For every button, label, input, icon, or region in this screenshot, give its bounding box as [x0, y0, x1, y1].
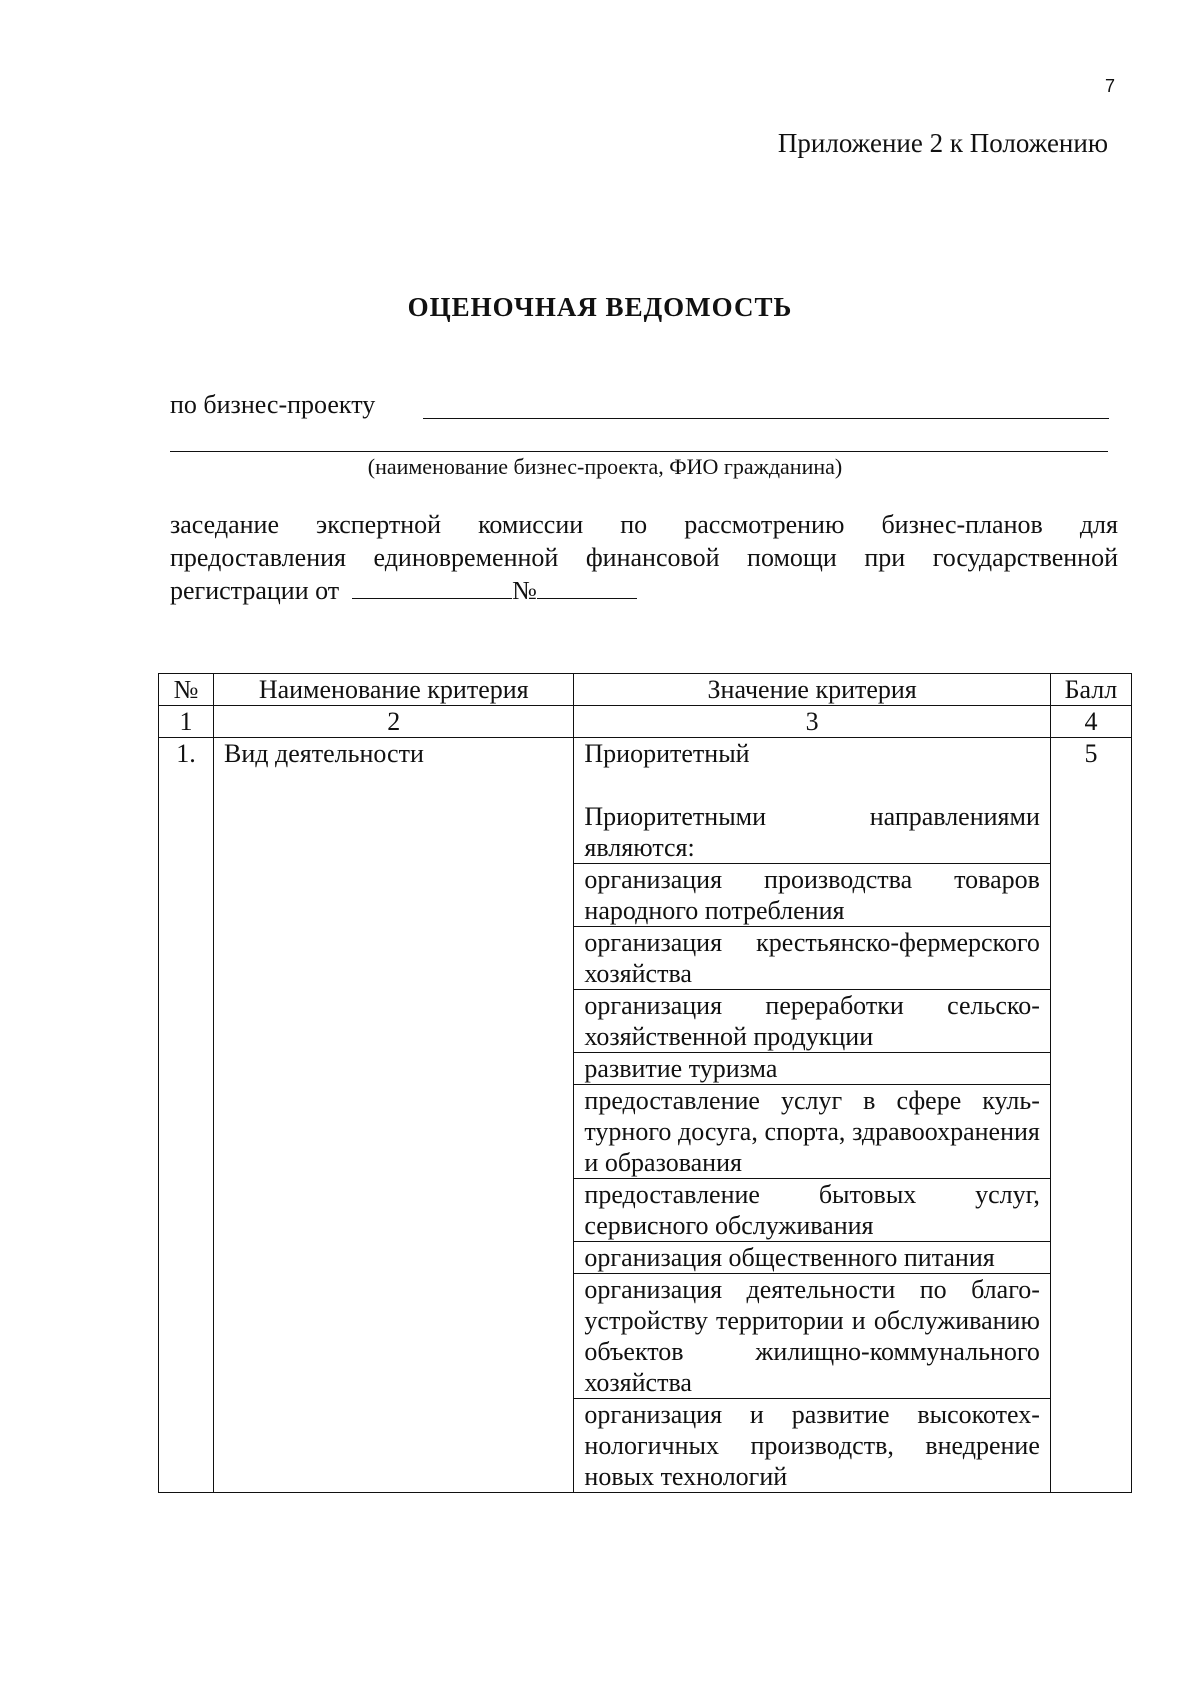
criterion-value-main	[574, 738, 1050, 864]
appendix-note: Приложение 2 к Положению	[777, 128, 1108, 158]
column-number-4: 4	[1050, 706, 1131, 738]
direction-item: организация и развитие высокотехнологичных производств, внедрение новых технологий	[574, 1399, 1050, 1493]
header-criterion-name: Наименование критерия	[214, 674, 574, 706]
project-name-fill-line	[423, 418, 1109, 419]
header-number: №	[159, 674, 214, 706]
direction-item: организация крестьянско-фермерского хозяйства	[574, 927, 1050, 990]
direction-item: организация общественного питания	[574, 1242, 1050, 1274]
meeting-line-3	[170, 576, 637, 605]
project-caption: (наименование бизнес-проекта, ФИО гражданина)	[367, 454, 843, 479]
direction-item: организация переработки сельскохозяйственной продукции	[574, 990, 1050, 1053]
direction-item: предоставление бытовых услуг, сервисного обслуживания	[574, 1179, 1050, 1242]
column-number-2: 2	[214, 706, 574, 738]
header-score: Балл	[1050, 674, 1131, 706]
value-intro: Приоритетными направлениями являются:	[584, 802, 1040, 862]
meeting-paragraph	[170, 508, 1118, 607]
criterion-score: 5	[1050, 738, 1131, 1493]
project-label: по бизнес-проекту	[170, 390, 376, 419]
criteria-table	[158, 673, 1132, 1493]
row-number: 1.	[159, 738, 214, 1493]
meeting-line-2: предоставления единовременной финансовой помощи при государственной	[170, 543, 1118, 572]
page-number: 7	[1105, 76, 1116, 96]
value-spacer	[584, 769, 1039, 801]
number-fill-line	[537, 576, 637, 599]
document-title: ОЦЕНОЧНАЯ ВЕДОМОСТЬ	[407, 292, 793, 322]
direction-item: организация производства товаров народного потребления	[574, 864, 1050, 927]
project-name-fill-line-2	[170, 451, 1108, 452]
header-criterion-value: Значение критерия	[574, 674, 1050, 706]
column-number-1: 1	[159, 706, 214, 738]
direction-item: организация деятельности по благоустройству территории и обслуживанию объектов жилищно-коммунального хозяйства	[574, 1274, 1050, 1399]
date-fill-line	[352, 576, 512, 599]
registration-label: регистрации от	[170, 576, 340, 605]
table-header-row	[159, 674, 1132, 706]
column-number-row	[159, 706, 1132, 738]
number-sign: №	[512, 576, 537, 605]
value-priority: Приоритетный	[584, 739, 750, 768]
direction-item: развитие туризма	[574, 1053, 1050, 1085]
criterion-name: Вид деятельности	[214, 738, 574, 1493]
column-number-3: 3	[574, 706, 1050, 738]
direction-item: предоставление услуг в сфере культурного досуга, спорта, здравоохранения и образования	[574, 1085, 1050, 1179]
table-row	[159, 738, 1132, 864]
meeting-line-1: заседание экспертной комиссии по рассмотрению бизнес-планов для	[170, 510, 1118, 539]
